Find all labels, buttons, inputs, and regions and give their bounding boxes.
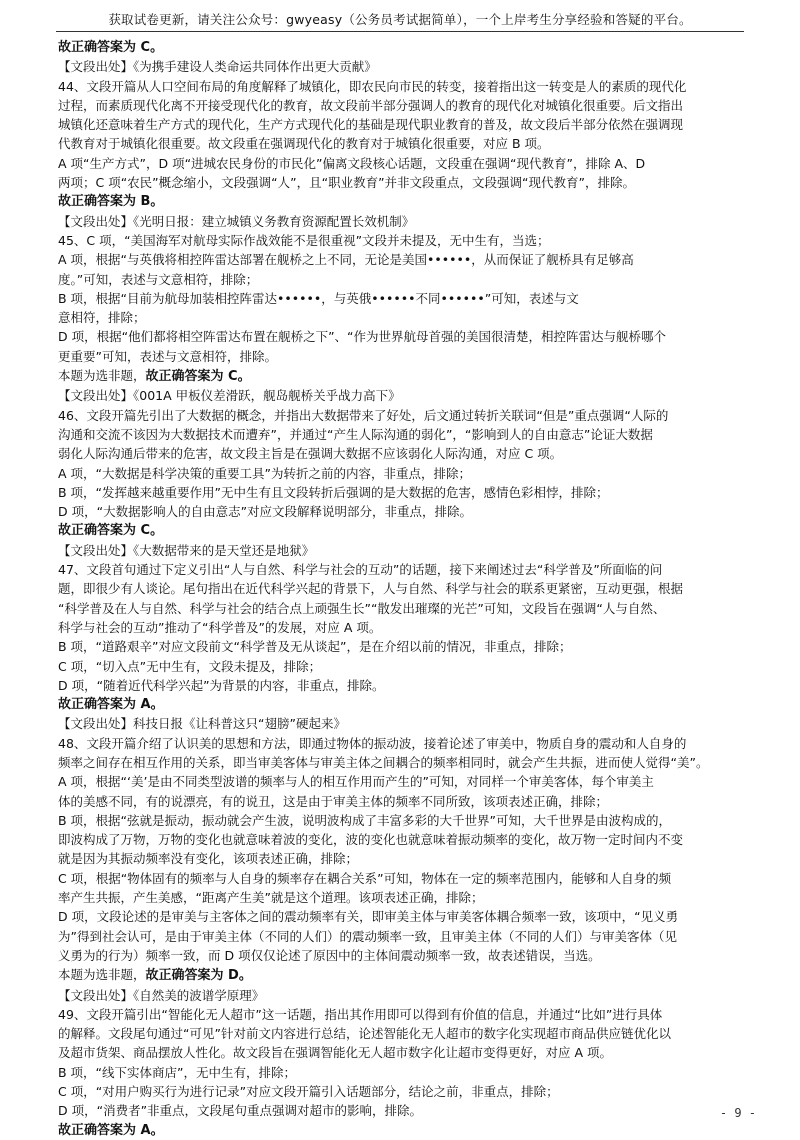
text-line: A 项“生产方式”，D 项“进城农民身份的市民化”偏离文段核心话题，文段重在强调“现代教育”，排除 A、D <box>58 155 646 171</box>
text-line: 两项；C 项“农民”概念缩小，文段强调“人”，且“职业教育”并非文段重点，文段强调“现代教育”，排除。 <box>58 175 636 191</box>
text-line: 体的美感不同，有的说漂亮，有的说丑，这是由于审美主体的频率不同所致，该项表述正确，排除； <box>58 793 609 809</box>
text-line: 47、文段首句通过下定义引出“人与自然、科学与社会的互动”的话题，接下来阐述过去“科学普及”所面临的问 <box>58 562 663 578</box>
text-line: B 项，根据“目前为航母加装相控阵雷达••••••，与英俄••••••不同••••••”可知，表述与文 <box>58 290 579 306</box>
answer-line: 故正确答案为 C。 <box>58 40 164 55</box>
answer-text: 故正确答案为 C。 <box>145 369 251 385</box>
text-line: 题，即很少有人谈论。尾句指出在近代科学兴起的背景下，人与自然、科学与社会的联系更紧密，互动更强，根据 <box>58 581 684 597</box>
text-line: A 项，“大数据是科学决策的重要工具”为转折之前的内容，非重点，排除； <box>58 465 471 481</box>
text-line: 为”得到社会认可，是由于审美主体（不同的人们）的震动频率一致，且审美主体（不同的人们）与审美客体（见 <box>58 928 677 944</box>
text-line: A 项，根据“与英俄将相控阵雷达部署在舰桥之上不同，无论是美国••••••，从而保证了舰桥具有足够高 <box>58 252 634 268</box>
answer-line: 故正确答案为 A。 <box>58 697 164 713</box>
text-line: B 项，根据“弦就是振动，振动就会产生波，说明波构成了丰富多彩的大千世界”可知，大千世界是由波构成的， <box>58 812 672 828</box>
text-line: 义勇为的行为）频率一致，而 D 项仅仅论述了原因中的主体间震动频率一致，故表述错误，当选。 <box>58 947 601 963</box>
text-line: 科学与社会的互动”推动了“科学普及”的发展，对应 A 项。 <box>58 619 382 635</box>
text-line: 44、文段开篇从人口空间布局的角度解释了城镇化，即农民向市民的转变，接着指出这一转变是人的素质的现代化 <box>58 78 687 94</box>
answer-line: 故正确答案为 A。 <box>58 1122 164 1138</box>
text-line: B 项，“发挥越来越重要作用”无中生有且文段转折后强调的是大数据的危害，感情色彩相悖，排除； <box>58 484 609 500</box>
text-line: 就是因为其振动频率没有变化，该项表述正确，排除； <box>58 851 359 867</box>
text-line: 频率之间存在相互作用的关系，即当审美客体与审美主体之间耦合的频率相同时，就会产生共振，进而使人觉得“美”。 <box>58 754 709 770</box>
text-line: D 项，“消费者”非重点，文段尾句重点强调对超市的影响，排除。 <box>58 1103 423 1119</box>
answer-text: 故正确答案为 D。 <box>145 968 252 984</box>
text-line: A 项，根据“‘美’是由不同类型波谱的频率与人的相互作用而产生的”可知，对同样一个审美客体，每个审美主 <box>58 774 654 790</box>
text-line: C 项，“切入点”无中生有，文段未提及，排除； <box>58 658 322 674</box>
text-line: 意相符，排除； <box>58 310 146 326</box>
text-line: C 项，“对用户购买行为进行记录”对应文段开篇引入话题部分，结论之前，非重点，排除； <box>58 1084 559 1100</box>
answer-line <box>58 965 748 985</box>
text-line: B 项，“线下实体商店”，无中生有，排除； <box>58 1064 297 1080</box>
source-line: 【文段出处】《自然美的波谱学原理》 <box>58 987 265 1003</box>
text-line: B 项，“道路艰辛”对应文段前文“科学普及无从谈起”，是在介绍以前的情况，非重点，排除； <box>58 639 572 655</box>
text-line: D 项，根据“他们都将相空阵雷达布置在舰桥之下”、“作为世界航母首强的美国很清楚，相控阵雷达与舰桥哪个 <box>58 329 667 345</box>
source-line: 【文段出处】《大数据带来的是天堂还是地狱》 <box>58 542 315 558</box>
text-line: 45、C 项，“美国海军对航母实际作战效能不是很重视”文段并未提及，无中生有，当选； <box>58 232 550 248</box>
source-line: 【文段出处】《001A 甲板仪差滑跃，舰岛舰桥关乎战力高下》 <box>58 388 401 404</box>
text-line: 城镇化还意味着生产方式的现代化，生产方式现代化的基础是现代职业教育的普及，故文段后半部分依然在强调现 <box>58 117 684 133</box>
answer-prefix: 本题为选非题， <box>58 967 146 983</box>
text-line: D 项，文段论述的是审美与主客体之间的震动频率有关，即审美主体与审美客体耦合频率一致，该项中，“见义勇 <box>58 909 679 925</box>
source-line: 【文段出处】《为携手建设人类命运共同体作出更大贡献》 <box>58 59 377 75</box>
text-line: 49、文段开篇引出“智能化无人超市”这一话题，指出其作用即可以得到有价值的信息，并通过“比如”进行具体 <box>58 1006 663 1022</box>
page-number: - 9 - <box>719 1106 756 1120</box>
text-line: 率产生共振，产生美感，“距离产生美”就是这个道理。该项表述正确，排除； <box>58 890 484 906</box>
text-line: 的解释。文段尾句通过“可见”针对前文内容进行总结，论述智能化无人超市的数字化实现超市商品供应链优化以 <box>58 1026 671 1042</box>
text-line: 过程，而素质现代化离不开接受现代化的教育，故文段前半部分强调人的教育的现代化对城镇化很重要。后文指出 <box>58 97 684 113</box>
text-line: 46、文段开篇先引出了大数据的概念，并指出大数据带来了好处，后文通过转折关联词“但是”重点强调“人际的 <box>58 407 669 423</box>
text-line: “科学普及在人与自然、科学与社会的结合点上顽强生长”“散发出璀璨的光芒”可知，文段旨在强调“人与自然、 <box>58 600 666 616</box>
answer-line: 故正确答案为 B。 <box>58 194 164 210</box>
text-line: 48、文段开篇介绍了认识美的思想和方法，即通过物体的振动波，接着论述了审美中，物质自身的震动和人自身的 <box>58 735 687 751</box>
source-line: 【文段出处】《光明日报：建立城镇义务教育资源配置长效机制》 <box>58 213 415 229</box>
source-line: 【文段出处】科技日报《让科普这只“翅膀”硬起来》 <box>58 716 346 732</box>
text-line: 即波构成了万物，万物的变化也就意味着波的变化，波的变化也就意味着振动频率的变化，故万物一定时间内不变 <box>58 832 684 848</box>
text-line: D 项，“大数据影响人的自由意志”对应文段解释说明部分，非重点，排除。 <box>58 504 473 520</box>
answer-line <box>58 366 748 386</box>
header-notice: 获取试卷更新，请关注公众号：gwyeasy（公务员考试据简单），一个上岸考生分享经验和答疑的平台。 <box>108 12 692 27</box>
text-line: C 项，根据“物体固有的频率与人自身的频率存在耦合关系”可知，物体在一定的频率范围内，能够和人自身的频 <box>58 870 672 886</box>
answer-line: 故正确答案为 C。 <box>58 523 164 539</box>
text-line: 代教育对于城镇化很重要。故文段重在强调现代化的教育对于城镇化很重要，对应 B 项。 <box>58 136 550 152</box>
text-line: 更重要”可知，表述与文意相符，排除。 <box>58 348 277 364</box>
document-body <box>58 38 748 1140</box>
header-rule <box>56 31 744 32</box>
text-line: 度。”可知，表述与文意相符，排除； <box>58 271 259 287</box>
text-line: 沟通和交流不该因为大数据技术而遭弃”，并通过“产生人际沟通的弱化”，“影响到人的自由意志”论证大数据 <box>58 426 653 442</box>
text-line: D 项，“随着近代科学兴起”为背景的内容，非重点，排除。 <box>58 677 385 693</box>
answer-prefix: 本题为选非题， <box>58 368 146 384</box>
text-line: 及超市货架、商品摆放人性化。故文段旨在强调智能化无人超市数字化让超市变得更好，对应 A 项。 <box>58 1045 612 1061</box>
page-header <box>0 0 800 34</box>
text-line: 弱化人际沟通后带来的危害，故文段主旨是在强调大数据不应该弱化人际沟通，对应 C 项。 <box>58 446 563 462</box>
